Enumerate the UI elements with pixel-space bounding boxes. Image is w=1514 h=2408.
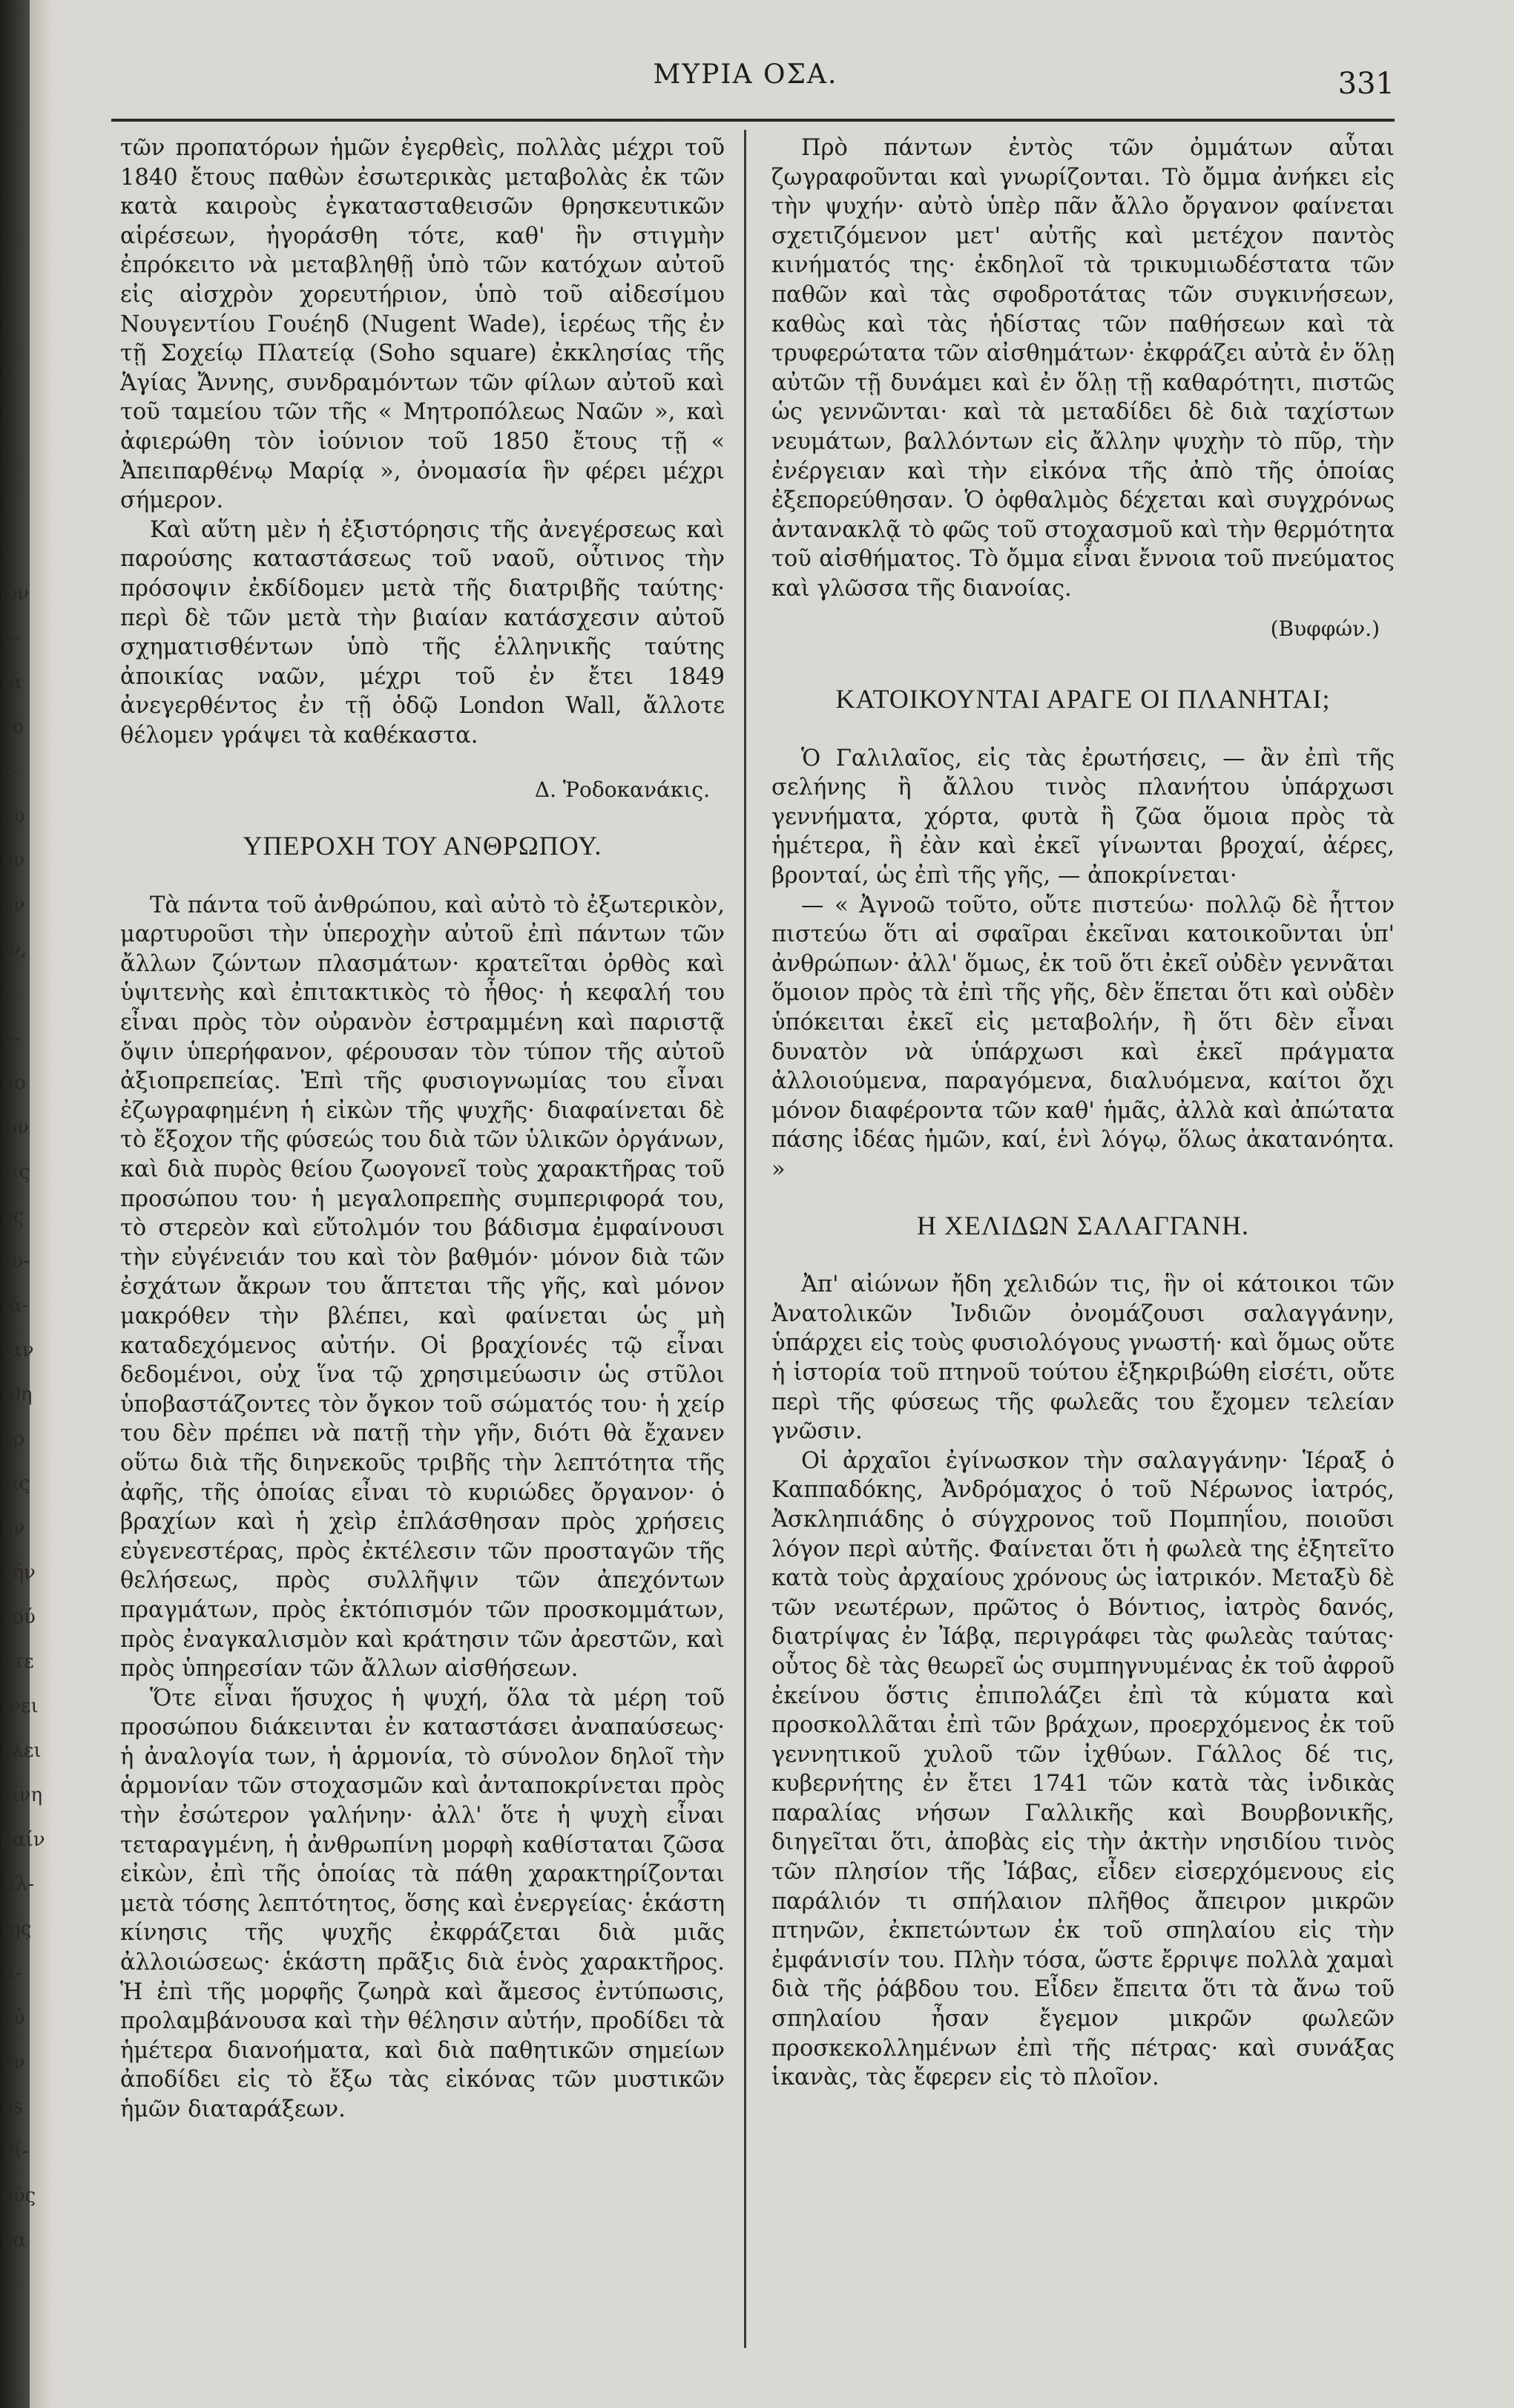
margin-fragment: ών <box>1 582 30 605</box>
author-signature: Δ. Ῥοδοκανάκις. <box>534 777 710 803</box>
margin-fragment: ηs <box>1 2096 23 2118</box>
margin-fragment: έ- <box>1 760 19 783</box>
source-attribution: (Βυφφών.) <box>1270 616 1380 641</box>
margin-fragment: ιά- <box>1 1295 29 1317</box>
margin-fragment: εις <box>1 1473 30 1495</box>
margin-fragment: ) <box>1 493 10 516</box>
margin-fragment: ίης <box>1 1918 32 1940</box>
margin-fragment: πο <box>1 1072 26 1094</box>
margin-fragment: ιά <box>1 671 22 694</box>
article-title: Η ΧΕΛΙΔΩΝ ΣΑΛΑΓΓΑΝΗ. <box>916 1210 1250 1240</box>
article-title: ΥΠΕΡΟΧΗ ΤΟΥ ΑΝΘΡΩΠΟΥ. <box>243 831 602 861</box>
margin-fragment: το <box>1 716 24 738</box>
margin-fragment: ού <box>1 2007 25 2029</box>
margin-fragment: ύν <box>1 2051 25 2073</box>
margin-fragment: είνη <box>1 1784 43 1806</box>
margin-fragment: ν <box>1 360 13 382</box>
margin-fragment: l- <box>1 404 15 427</box>
margin-fragment: ύτε <box>1 1651 34 1673</box>
margin-fragment: ον <box>1 894 25 916</box>
margin-fragment: ούς <box>1 2185 36 2207</box>
right-column <box>771 134 1395 2093</box>
margin-fragment: ών <box>1 1116 30 1139</box>
margin-fragment: ής <box>1 1205 24 1228</box>
margin-fragment: τού <box>1 1606 36 1628</box>
margin-fragment: βαίν <box>1 1829 45 1851</box>
margin-fragment: Ά- <box>1 1962 22 1984</box>
page-header <box>96 45 1395 111</box>
margin-fragment: ου <box>1 805 25 827</box>
page-number: 331 <box>1337 67 1395 101</box>
margin-fragment: ην <box>1 1517 25 1539</box>
margin-fragment: ί- <box>1 538 16 560</box>
paragraph: Οἱ ἀρχαῖοι ἐγίνωσκον τὴν σαλαγγάνην· Ἱέραξ ὁ Καππαδόκης, Ἀνδρόμαχος ὁ τοῦ Νέρωνος ἰατρός, Ἀσκληπιάδης ὁ σύγχρονος τοῦ Πομπηΐου, ποιοῦσι λόγον περὶ αὐτῆς. Φαίνεται ὅτι ἡ φωλεὰ της ἐξητεῖτο κατὰ τοὺς ἀρχαίους χρόνους ὡς ἰατρικόν. Μεταξὺ δὲ τῶν νεωτέρων, πρῶτος ὁ Βόντιος, ἰατρὸς δανός, διατρίψας ἐν Ἰάβᾳ, περιγράφει τὰς φωλεὰς ταύτας· οὗτος δὲ τὰς θεωρεῖ ὡς συμπηγνυμένας ἐκ τοῦ ἀφροῦ ἐκείνου ὅστις ἐπιπολάζει ἐπὶ τὰ κύματα καὶ προσκολλᾶται ἐπὶ τῶν βράχων, προερχόμενος ἐκ τοῦ γεννητικοῦ χυλοῦ τῶν ἰχθύων. Γάλλος δέ τις, κυβερνήτης ἐν ἔτει 1741 τῶν κατὰ τὰς ἰνδικὰς παραλίας νήσων Γαλλικῆς καὶ Βουρβονικῆς, διηγεῖται ὅτι, ἀποβὰς εἰς τὴν ἀκτὴν νησιδίου τινὸς τῶν πλησίον τῆς Ἰάβας, εἶδεν εἰσερχόμενους εἰς παράλιόν τι σπήλαιον πλῆθος ἄπειρον μικρῶν πτηνῶν, ἐκπετώντων ἐκ τοῦ σπηλαίου εἰς τὴν ἐμφάνισίν του. Πλὴν τόσα, ὥστε ἔρριψε πολλὰ χαμαὶ διὰ τῆς ῥάβδου του. Εἶδεν ἔπειτα ὅτι τὰ ἄνω τοῦ σπηλαίου ἦσαν ἔγεμον μικρῶν φωλεῶν προσκεκολλημένων ἐπὶ τῆς πέτρας· καὶ συνάξας ἱκανὰς, τὰς ἔφερεν εἰς τὸ πλοῖον. <box>771 1447 1395 2091</box>
margin-fragment: εις <box>1 1161 30 1183</box>
margin-fragment: ήν <box>1 849 25 872</box>
margin-fragment: ευ- <box>1 1250 30 1272</box>
header-rule <box>111 119 1395 122</box>
left-column <box>120 134 725 2125</box>
margin-fragment: ύ- <box>1 1027 20 1050</box>
margin-fragment: ίν, <box>1 938 27 961</box>
margin-fragment: ύ- <box>1 627 20 649</box>
margin-fragment: ίνει <box>1 1695 39 1717</box>
margin-fragment: ίαν <box>1 1339 34 1361</box>
margin-fragment: Άλ- <box>1 1873 35 1895</box>
paragraph: — « Ἀγνοῶ τοῦτο, οὔτε πιστεύω· πολλῷ δὲ ἧττον πιστεύω ὅτι αἱ σφαῖραι ἐκεῖναι κατοικοῦνται ὑπ' ἀνθρώπων· ἀλλ' ὅμως, ἐκ τοῦ ὅτι ἐκεῖ οὐδὲν γεννᾶται ὅμοιον πρὸς τὰ ἐπὶ τῆς γῆς, δὲν ἕπεται ὅτι καὶ οὐδὲν ὑπόκειται ἐκεῖ εἰς μεταβολήν, ἢ ὅτι δὲν εἶναι δυνατὸν νὰ ὑπάρχωσι καὶ ἐκεῖ πράγματα ἀλλοιούμενα, παραγόμενα, διαλυόμενα, καίτοι ὄχι μόνον διαφέροντα τῶν καθ' ἡμᾶς, ἀλλὰ καὶ ἀπώτατα πάσης ἰδέας ἡμῶν, καί, ἑνὶ λόγῳ, ὅλως ἀκατανόητα. » <box>771 892 1395 1182</box>
margin-fragment: ῦα <box>1 2229 27 2251</box>
article-title: ΚΑΤΟΙΚΟΥΝΤΑΙ ΑΡΑΓΕ ΟΙ ΠΛΑΝΗΤΑΙ; <box>835 684 1331 714</box>
margin-fragment: τήν <box>1 1562 36 1584</box>
margin-fragment: l <box>1 449 8 471</box>
paragraph: τῶν προπατόρων ἡμῶν ἐγερθεὶς, πολλὰς μέχρι τοῦ 1840 ἔτους παθὼν ἐσωτερικὰς μεταβολὰς ἐκ τῶν κατὰ καιροὺς ἐγκατασταθεισῶν θρησκευτικῶν αἱρέσεων, ἠγοράσθη τότε, καθ' ἣν στιγμὴν ἐπρόκειτο νὰ μεταβληθῇ ὑπὸ τῶν κατόχων αὐτοῦ εἰς αἰσχρὸν χορευτήριον, ὑπὸ τοῦ αἰδεσίμου Νουγεντίου Γουέηδ (Nugent Wade), ἱερέως τῆς ἐν τῇ Σοχείῳ Πλατείᾳ (Soho square) ἐκκλησίας τῆς Ἁγίας Ἄννης, συνδραμόντων τῶν φίλων αὐτοῦ καὶ τοῦ ταμείου τῶν τῆς « Μητροπόλεως Ναῶν », καὶ ἀφιερώθη τὸν ἰούνιον τοῦ 1850 ἔτους τῇ « Ἀπειπαρθένῳ Μαρίᾳ », ὀνομασία ἣν φέρει μέχρι σήμερον. <box>120 135 725 514</box>
paragraph: Πρὸ πάντων ἐντὸς τῶν ὀμμάτων αὗται ζωγραφοῦνται καὶ γνωρίζονται. Τὸ ὄμμα ἀνήκει εἰς τὴν ψυχήν· αὐτὸ ὑπὲρ πᾶν ἄλλο ὄργανον φαίνεται σχετιζόμενον μετ' αὐτῆς καὶ μετέχον παντὸς κινήματός της· ἐκδηλοῖ τὰ τρικυμιωδέστατα τῶν παθῶν καὶ τὰς σφοδροτάτας τῶν συγκινήσεων, καθὼς καὶ τὰς ἡδίστας τῶν παθήσεων καὶ τὰ τρυφερώτατα τῶν αἰσθημάτων· ἐκφράζει αὐτὰ ἐν ὅλῃ αὐτῶν τῇ δυνάμει καὶ ἐν ὅλῃ τῇ καθαρότητι, πιστῶς ὡς γεννῶνται· καὶ τὰ μεταδίδει δὲ διὰ ταχίστων νευμάτων, βαλλόντων εἰς ἄλλην ψυχὴν τὸ πῦρ, τὴν ἐνέργειαν καὶ τὴν εἰκόνα τῆς ἀπὸ τῆς ὁποίας ἐξεπορεύθησαν. Ὁ ὀφθαλμὸς δέχεται καὶ συγχρόνως ἀντανακλᾷ τὸ φῶς τοῦ στοχασμοῦ καὶ τὴν θερμότητα τοῦ αἰσθήματος. Τὸ ὄμμα εἶναι ἔννοια τοῦ πνεύματος καὶ γλῶσσα τῆς διανοίας. <box>771 135 1395 602</box>
running-title: ΜΥΡΙΑ ΟΣΑ. <box>653 59 838 90</box>
margin-fragment: Ρί- <box>1 2140 29 2162</box>
paragraph: Καὶ αὕτη μὲν ἡ ἐξιστόρησις τῆς ἀνεγέρσεως καὶ παρούσης καταστάσεως τοῦ ναοῦ, οὗτινος τὴν πρόσοψιν ἐκδίδομεν μετὰ τῆς διατριβῆς ταύτης· περὶ δὲ τῶν μετὰ τὴν βιαίαν κατάσχεσιν αὐτοῦ σχηματισθέντων ὑπὸ τῆς ἑλληνικῆς ταύτης ἀποικίας ναῶν, μέχρι τοῦ ἐν ἔτει 1849 ἀνεγερθέντος ἐν τῇ ὁδῷ London Wall, ἄλλοτε θέλομεν γράψει τὰ καθέκαστα. <box>120 516 725 749</box>
paragraph: Ὅτε εἶναι ἥσυχος ἡ ψυχή, ὅλα τὰ μέρη τοῦ προσώπου διάκεινται ἐν καταστάσει ἀναπαύσεως· ἡ ἀναλογία των, ἡ ἁρμονία, τὸ σύνολον δηλοῖ τὴν ἁρμονίαν τῶν στοχασμῶν καὶ ἀνταποκρίνεται πρὸς τὴν ἐσώτερον γαλήνην· ἀλλ' ὅτε ἡ ψυχὴ εἶναι τεταραγμένη, ἡ ἀνθρωπίνη μορφὴ καθίσταται ζῶσα εἰκὼν, ἐπὶ τῆς ὁποίας τὰ πάθη χαρακτηρίζονται μετὰ τόσης λεπτότητος, ὅσης καὶ ἐνεργείας· ἑκάστη κίνησις τῆς ψυχῆς ἐκφράζεται διὰ μιᾶς ἀλλοιώσεως· ἑκάστη πρᾶξις διὰ ἑνὸς χαρακτῆρος. Ἡ ἐπὶ τῆς μορφῆς ζωηρὰ καὶ ἄμεσος ἐντύπωσις, προλαμβάνουσα καὶ τὴν θέλησιν αὐτήν, προδίδει τὰ ἡμέτερα διανοήματα, καὶ διὰ παθητικῶν σημείων ἀποδίδει εἰς τὸ ἔξω τὰς εἰκόνας τῶν μυστικῶν ἡμῶν διαταράξεων. <box>120 1685 725 2122</box>
margin-fragment: l- <box>1 271 15 293</box>
margin-fragment: ελει <box>1 1740 42 1762</box>
margin-fragment: ίθη <box>1 1384 33 1406</box>
margin-fragment: έ- <box>1 983 19 1005</box>
margin-fragment: l- <box>1 315 15 338</box>
margin-fragment: ς <box>1 182 13 204</box>
paragraph: Τὰ πάντα τοῦ ἀνθρώπου, καὶ αὐτὸ τὸ ἐξωτερικὸν, μαρτυροῦσι τὴν ὑπεροχὴν αὐτοῦ ἐπὶ πάντων τῶν ἄλλων ζώντων πλασμάτων· κρατεῖται ὀρθὸς καὶ ὑψιτενὴς καὶ ἐπιτακτικὸς τὸ ἦθος· ἡ κεφαλή του εἶναι πρὸς τὸν οὐρανὸν ἐστραμμένη καὶ παριστᾷ ὄψιν ὑπερήφανον, φέρουσαν τὸν τύπον τῆς αὐτοῦ ἀξιοπρεπείας. Ἐπὶ τῆς φυσιογνωμίας του εἶναι ἐζωγραφημένη ἡ εἰκὼν τῆς ψυχῆς· διαφαίνεται δὲ τὸ ἔξοχον τῆς φύσεώς του διὰ τῶν ὑλικῶν ὀργάνων, καὶ διὰ πυρὸς θείου ζωογονεῖ τοὺς χαρακτῆρας τοῦ προσώπου του· ἡ μεγαλοπρεπὴς συμπεριφορά του, τὸ στερεὸν καὶ εὔτολμόν του βάδισμα ἐμφαίνουσι τὴν εὐγένειάν του καὶ τὸν βαθμόν· μόνον διὰ τῶν ἐσχάτων ἄκρων του ἅπτεται τῆς γῆς, καὶ μόνον μακρόθεν τὴν βλέπει, καὶ φαίνεται ὡς μὴ καταδεχόμενος αὐτήν. Οἱ βραχίονές τῷ εἶναι δεδομένοι, οὐχ ἵνα τῷ χρησιμεύωσιν ὡς στῦλοι ὑποβαστάζοντες τὸν ὄγκον τοῦ σώματός του· ἡ χείρ του δὲν πρέπει νὰ πατῇ τὴν γῆν, διότι θὰ ἔχανεν οὕτω διὰ τῆς διηνεκοῦς τριβῆς τὴν λεπτότητα τῆς ἀφῆς, τῆς ὁποίας εἶναι τὸ κυριώδες ὄργανον· ὁ βραχίων καὶ ἡ χεὶρ ἐπλάσθησαν πρὸς χρήσεις εὐγενεστέρας, πρὸς ἐκτέλεσιν τῶν προσταγῶν τῆς θελήσεως, πρὸς συλλῆψιν τῶν ἀπεχόντων πραγμάτων, πρὸς ἐκτόπισμόν τῶν προσκομμάτων, πρὸς ἐναγκαλισμὸν καὶ κράτησιν τῶν ἀρεστῶν, καὶ πρὸς ὑπηρεσίαν τῶν ἄλλων αἰσθήσεων. <box>120 892 725 1682</box>
paragraph: Ὁ Γαλιλαῖος, εἰς τὰς ἐρωτήσεις, — ἂν ἐπὶ τῆς σελήνης ἢ ἄλλου τινὸς πλανήτου ὑπάρχωσι γεννήματα, χόρτα, φυτὰ ἢ ζῶα ὅμοια πρὸς τὰ ἡμέτερα, ἢ ἐὰν καὶ ἐκεῖ γίνωνται βροχαί, ἀέρες, βρονταί, ὡς ἐπὶ τῆς γῆς, — ἀποκρίνεται· <box>771 745 1395 889</box>
margin-fragment: όρ <box>1 1428 24 1450</box>
column-divider <box>744 130 746 2348</box>
paragraph: Ἀπ' αἰώνων ἤδη χελιδών τις, ἣν οἱ κάτοικοι τῶν Ἀνατολικῶν Ἰνδιῶν ὀνομάζουσι σαλαγγάνην, ὑπάρχει εἰς τοὺς φυσιολόγους γνωστή· καὶ ὅμως οὔτε ἡ ἱστορία τοῦ πτηνοῦ τούτου ἐξηκριβώθη εἰσέτι, οὔτε περὶ τῆς φύσεως τῆς φωλεᾶς του ἔχομεν τελείαν γνῶσιν. <box>771 1272 1395 1445</box>
margin-fragment: ί <box>1 226 10 249</box>
